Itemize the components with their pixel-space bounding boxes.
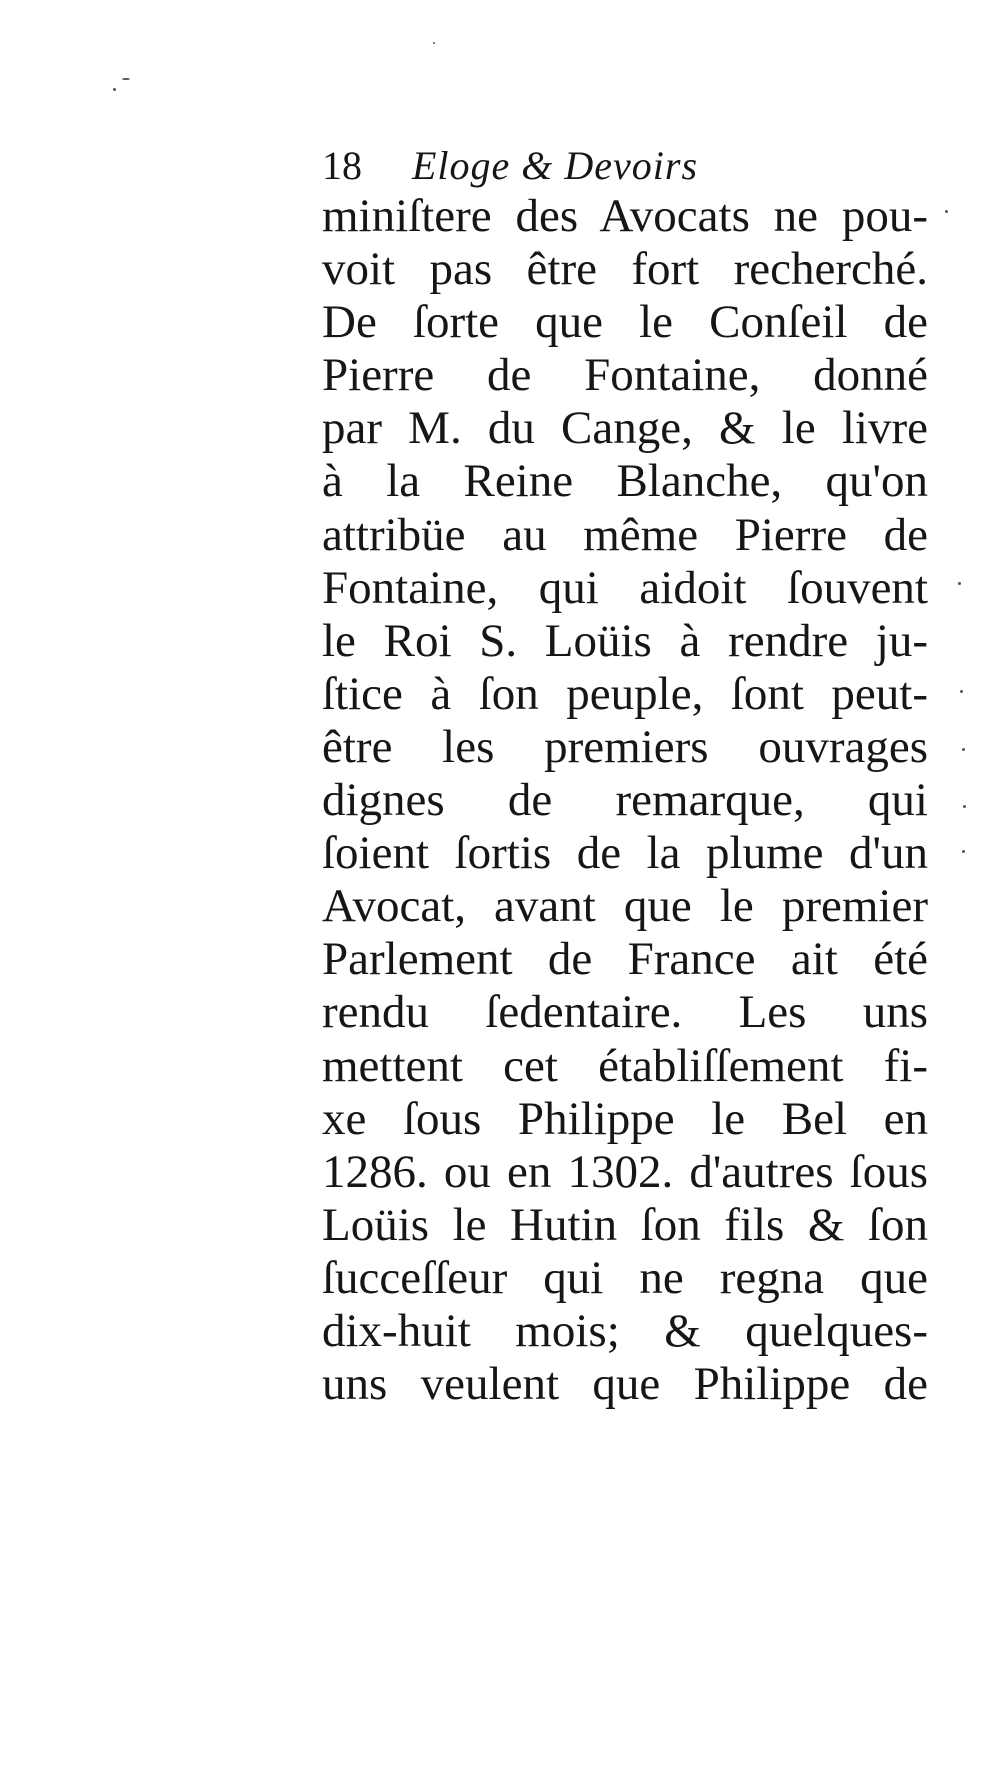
text-line: attribüe au même Pierre de (322, 508, 928, 561)
body-text (322, 190, 928, 1411)
scan-speck (958, 582, 961, 585)
text-line: dix-huit mois; & quelques- (322, 1304, 928, 1357)
page-number: 18 (322, 143, 362, 188)
text-line: Loüis le Hutin ſon fils & ſon (322, 1198, 928, 1251)
text-line: être les premiers ouvrages (322, 720, 928, 773)
text-line: Avocat, avant que le premier (322, 880, 928, 933)
text-line: mettent cet établiſſement fi- (322, 1039, 928, 1092)
text-line: à la Reine Blanche, qu'on (322, 455, 928, 508)
text-line: Pierre de Fontaine, donné (322, 349, 928, 402)
scan-speck (433, 42, 435, 44)
text-line: miniſtere des Avocats ne pou- (322, 190, 928, 242)
text-line: le Roi S. Loüis à rendre ju- (322, 614, 928, 667)
running-title: Eloge & Devoirs (412, 143, 699, 188)
page-header (322, 138, 812, 194)
scan-speck (122, 78, 130, 80)
scan-speck (963, 805, 966, 808)
text-line: ſoient ſortis de la plume d'un (322, 827, 928, 880)
text-line: rendu ſedentaire. Les uns (322, 986, 928, 1039)
text-line: ſtice à ſon peuple, ſont peut- (322, 667, 928, 720)
text-line: ſucceſſeur qui ne regna que (322, 1251, 928, 1304)
text-line: Fontaine, qui aidoit ſouvent (322, 561, 928, 614)
text-line: De ſorte que le Conſeil de (322, 296, 928, 349)
text-line: 1286. ou en 1302. d'autres ſous (322, 1145, 928, 1198)
scan-speck (945, 210, 948, 213)
text-line: dignes de remarque, qui (322, 774, 928, 827)
text-line: xe ſous Philippe le Bel en (322, 1092, 928, 1145)
text-line: uns veulent que Philippe de (322, 1358, 928, 1411)
scan-speck (962, 748, 965, 751)
scan-speck (962, 850, 965, 853)
text-line: Parlement de France ait été (322, 933, 928, 986)
scan-speck (960, 690, 963, 693)
text-line: voit pas être fort recherché. (322, 243, 928, 296)
text-line: par M. du Cange, & le livre (322, 402, 928, 455)
scan-speck (113, 88, 116, 91)
